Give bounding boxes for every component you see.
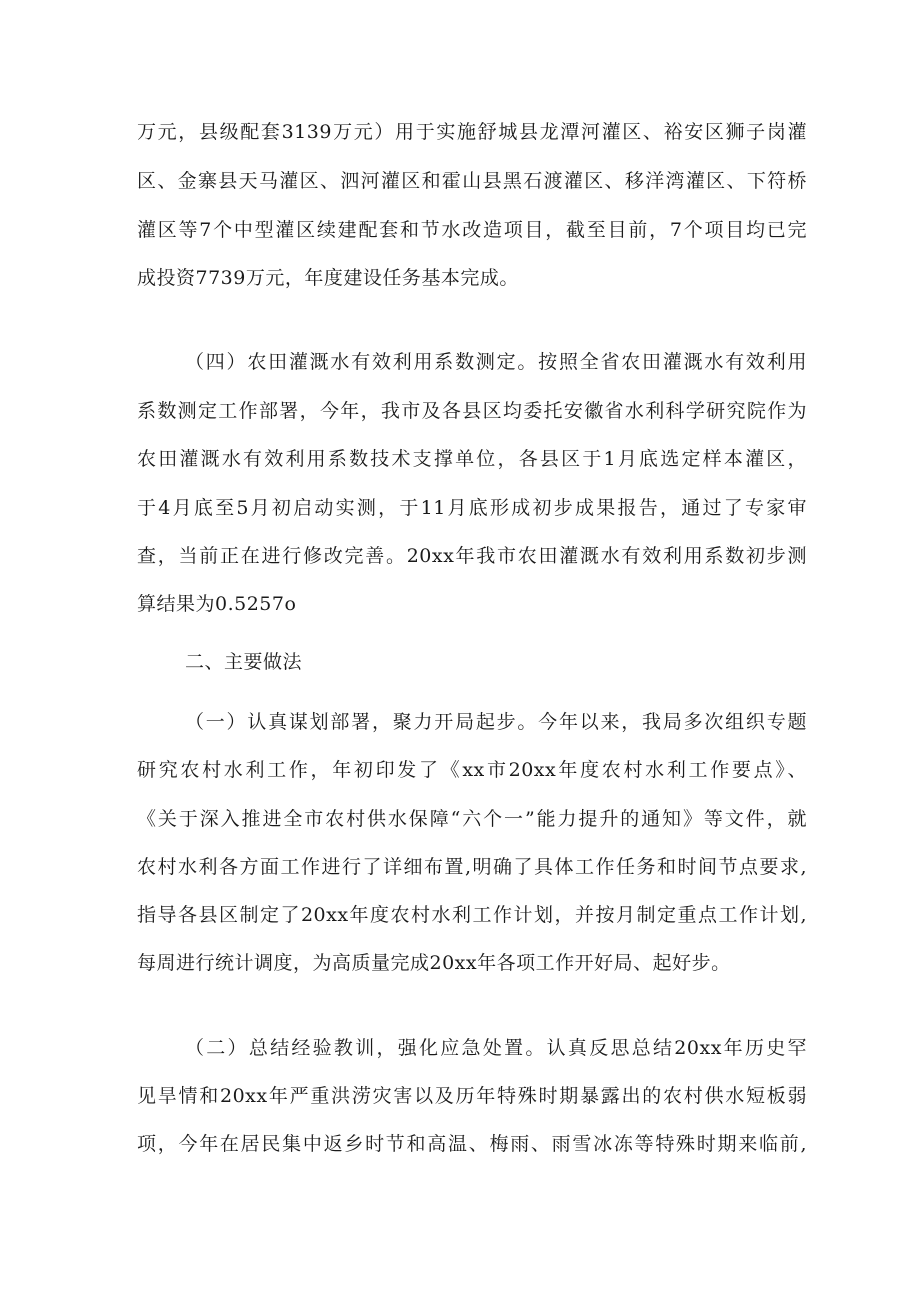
text-line: （一）认真谋划部署，聚力开局起步。今年以来，我局多次组织专题: [185, 711, 807, 733]
section-heading: 二、主要做法: [185, 651, 303, 673]
text-line: 灌区等7个中型灌区续建配套和节水改造项目，截至目前，7个项目均已完: [137, 219, 807, 241]
text-line: 查，当前正在进行修改完善。20xx年我市农田灌溉水有效利用系数初步测: [137, 545, 807, 567]
text-line: 《关于深入推进全市农村供水保障“六个一”能力提升的通知》等文件，就: [137, 808, 807, 830]
text-line: 于4月底至5月初启动实测，于11月底形成初步成果报告，通过了专家审: [137, 497, 807, 519]
text-line: 见旱情和20xx年严重洪涝灾害以及历年特殊时期暴露出的农村供水短板弱: [137, 1085, 807, 1107]
text-line: 农村水利各方面工作进行了详细布置,明确了具体工作任务和时间节点要求,: [137, 856, 807, 878]
text-line: （二）总结经验教训，强化应急处置。认真反思总结20xx年历史罕: [185, 1037, 807, 1059]
text-line: 每周进行统计调度，为高质量完成20xx年各项工作开好局、起好步。: [137, 952, 731, 974]
text-line: 指导各县区制定了20xx年度农村水利工作计划，并按月制定重点工作计划,: [137, 904, 807, 926]
text-line: 成投资7739万元，年度建设任务基本完成。: [137, 267, 519, 289]
text-line: 系数测定工作部署，今年，我市及各县区均委托安徽省水利科学研究院作为: [137, 400, 807, 422]
text-line: 区、金寨县天马灌区、泗河灌区和霍山县黑石渡灌区、移洋湾灌区、下符桥: [137, 170, 807, 192]
text-line: 项，今年在居民集中返乡时节和高温、梅雨、雨雪冰冻等特殊时期来临前,: [137, 1133, 807, 1155]
text-line: 算结果为0.5257o: [137, 593, 297, 615]
text-line: 研究农村水利工作，年初印发了《xx市20xx年度农村水利工作要点》、: [137, 759, 807, 781]
text-line: （四）农田灌溉水有效利用系数测定。按照全省农田灌溉水有效利用: [185, 351, 807, 373]
text-line: 农田灌溉水有效利用系数技术支撑单位，各县区于1月底选定样本灌区，: [137, 448, 807, 470]
text-line: 万元，县级配套3139万元）用于实施舒城县龙潭河灌区、裕安区狮子岗灌: [137, 121, 807, 143]
